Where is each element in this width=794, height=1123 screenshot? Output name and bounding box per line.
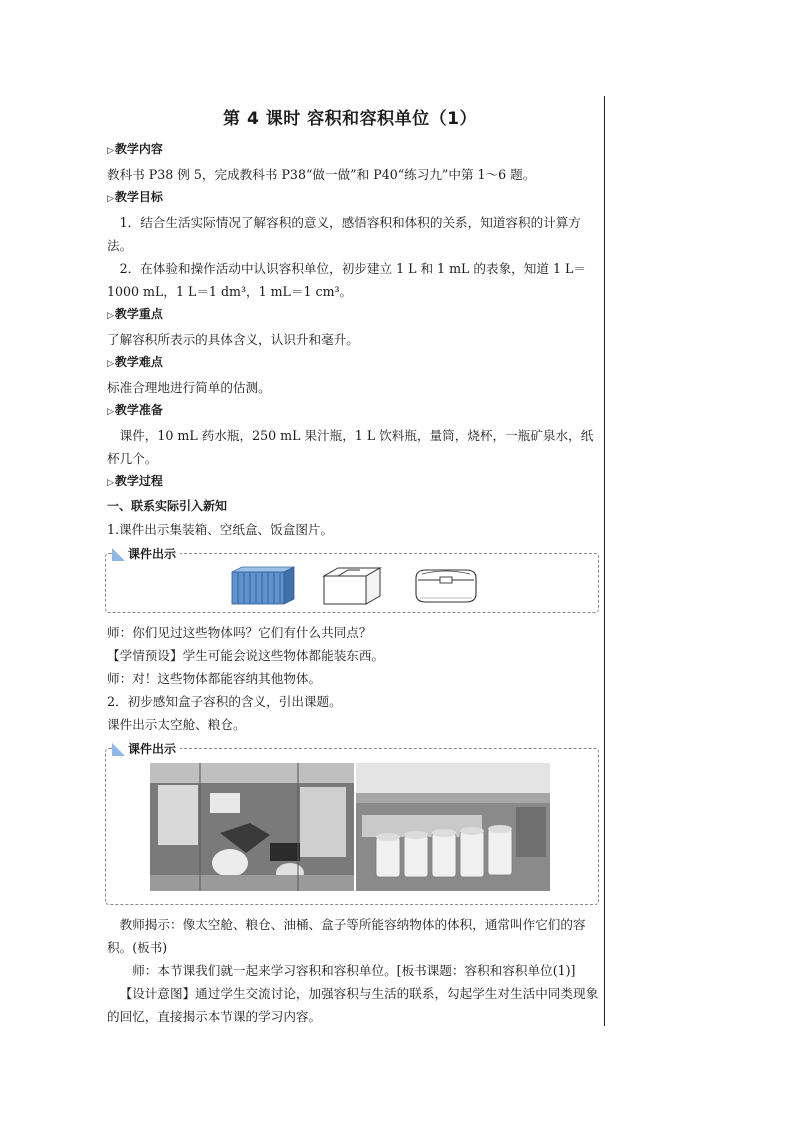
space-capsule-photo <box>150 763 354 891</box>
student-preset: 【学情预设】学生可能会说这些物体都能装东西。 <box>107 648 385 663</box>
triangle-bullet-icon: ▷ <box>107 146 114 156</box>
triangle-bullet-icon: ▷ <box>107 194 114 204</box>
difficulty-text: 标准合理地进行简单的估测。 <box>107 380 271 395</box>
heading-difficulty: ▷教学难点 <box>107 355 163 369</box>
heading-content: ▷教学内容 <box>107 142 163 156</box>
triangle-bullet-icon: ▷ <box>107 478 114 488</box>
triangle-bullet-icon: ▷ <box>107 359 114 369</box>
key-text: 了解容积所表示的具体含义，认识升和毫升。 <box>107 332 359 347</box>
corner-triangle-icon <box>112 548 125 561</box>
step-1: 1.课件出示集装箱、空纸盒、饭盒图片。 <box>107 522 334 537</box>
corner-triangle-icon <box>112 743 125 756</box>
empty-box-icon <box>320 566 384 606</box>
step-2b: 课件出示太空舱、粮仓。 <box>107 717 246 732</box>
heading-key: ▷教学重点 <box>107 307 163 321</box>
content-text: 教科书 P38 例 5，完成教科书 P38“做一做”和 P40“练习九”中第 1～6 题。 <box>107 167 536 182</box>
design-intent: 【设计意图】通过学生交流讨论，加强容积与生活的联系，勾起学生对生活中同类现象的回忆，直接揭示本节课的学习内容。 <box>107 986 599 1024</box>
shipping-container-icon <box>230 566 296 606</box>
step-2: 2．初步感知盒子容积的含义，引出课题。 <box>107 694 342 709</box>
granary-photo <box>356 763 550 891</box>
teacher-answer: 师：对！这些物体都能容纳其他物体。 <box>107 671 322 686</box>
triangle-bullet-icon: ▷ <box>107 311 114 321</box>
slide-box-1 <box>105 547 599 613</box>
goal-item-2: 2．在体验和操作活动中认识容积单位，初步建立 1 L 和 1 mL 的表象，知道 1 L＝1000 mL，1 L＝1 dm³，1 mL＝1 cm³。 <box>107 261 586 299</box>
heading-process: ▷教学过程 <box>107 474 163 488</box>
page-title: 第 4 课时 容积和容积单位（1） <box>223 109 477 129</box>
right-margin-line <box>604 96 605 1026</box>
lesson-content <box>107 138 599 1028</box>
slide-box-2 <box>105 742 599 905</box>
prep-text: 课件，10 mL 药水瓶，250 mL 果汁瓶，1 L 饮料瓶，量筒，烧杯，一瓶矿泉水，纸杯几个。 <box>107 428 594 466</box>
triangle-bullet-icon: ▷ <box>107 407 114 417</box>
teacher-question: 师：你们见过这些物体吗？它们有什么共同点？ <box>107 625 372 640</box>
heading-prep: ▷教学准备 <box>107 403 163 417</box>
teacher-intro: 师：本节课我们就一起来学习容积和容积单位。[板书课题：容积和容积单位(1)] <box>132 963 576 978</box>
slide-tag: 课件出示 <box>112 543 180 566</box>
part1-title: 一、联系实际引入新知 <box>107 499 228 513</box>
lunch-box-icon <box>410 566 482 606</box>
teacher-reveal: 教师揭示：像太空舱、粮仓、油桶、盒子等所能容纳物体的体积，通常叫作它们的容积。(板书) <box>107 917 586 955</box>
goal-item-1: 1．结合生活实际情况了解容积的意义，感悟容积和体积的关系，知道容积的计算方法。 <box>107 215 581 253</box>
slide-tag: 课件出示 <box>112 738 180 761</box>
heading-goals: ▷教学目标 <box>107 190 163 204</box>
